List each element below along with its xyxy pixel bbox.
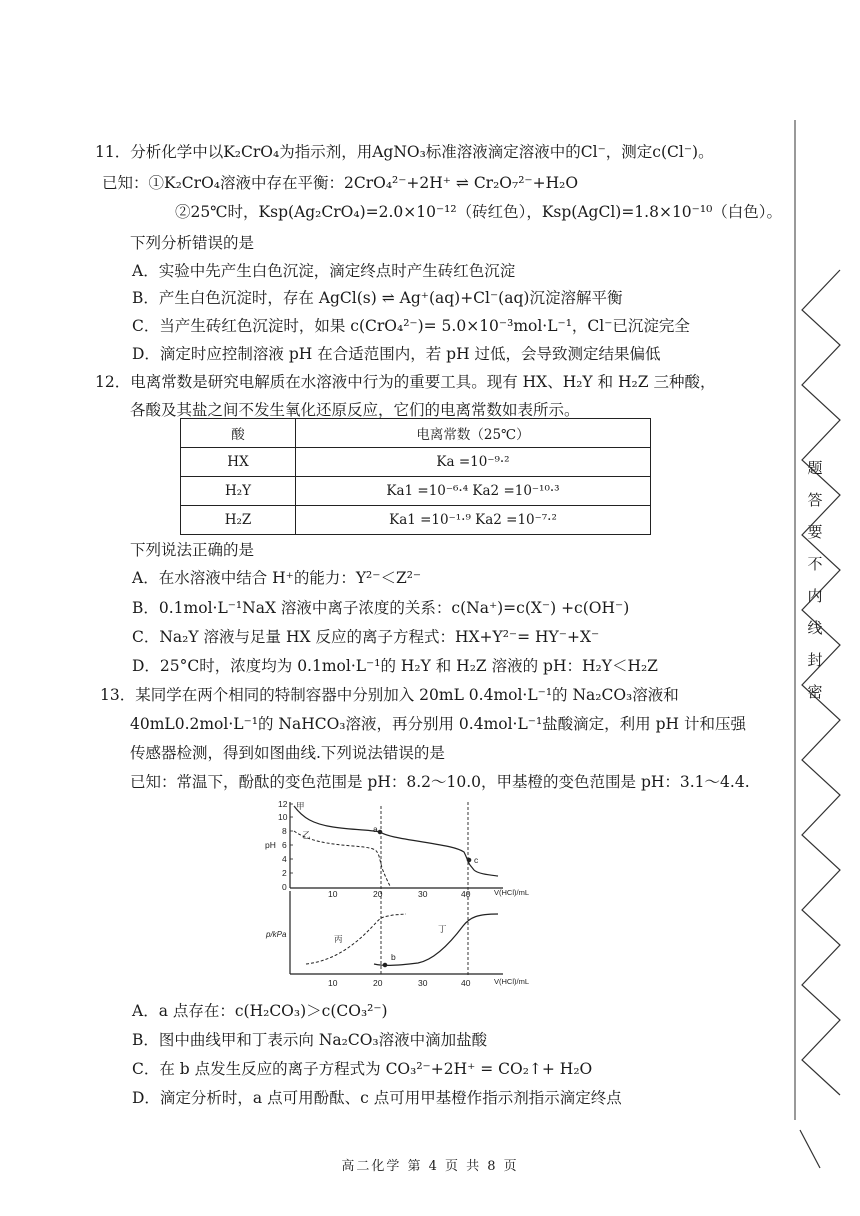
q13-stem-1: 13．某同学在两个相同的特制容器中分别加入 20mL 0.4mol·L⁻¹的 Na₂CO₃溶液和: [100, 686, 679, 704]
q11-known-1: 已知：①K₂CrO₄溶液中存在平衡：2CrO₄²⁻+2H⁺ ⇌ Cr₂O₇²⁻+H₂O: [102, 174, 579, 192]
top-x-axis-label: V(HCl)/mL: [494, 888, 529, 897]
table-row: [181, 506, 651, 535]
seal-line-notice: [803, 452, 827, 708]
top-xtick-label: 20: [373, 889, 383, 899]
q12-stem-1: 12．电离常数是研究电解质在水溶液中行为的重要工具。现有 HX、H₂Y 和 H₂Z 三种酸，: [95, 373, 716, 391]
q12-option-c: C．Na₂Y 溶液与足量 HX 反应的离子方程式：HX+Y²⁻= HY⁻+X⁻: [132, 628, 600, 646]
q12-option-d: D．25°C时，浓度均为 0.1mol·L⁻¹的 H₂Y 和 H₂Z 溶液的 pH：H₂Y＜H₂Z: [132, 657, 658, 675]
top-ytick-label: 0: [282, 882, 287, 892]
q11-stem: 11．分析化学中以K₂CrO₄为指示剂，用AgNO₃标准溶液滴定溶液中的Cl⁻，测定c(Cl⁻)。: [95, 143, 714, 161]
curve-label-bing: 丙: [334, 934, 343, 944]
point-b: [383, 963, 387, 967]
top-xtick-label: 40: [461, 889, 471, 899]
page-footer: 高二化学 第 4 页 共 8 页: [341, 1159, 519, 1174]
top-xtick-label: 10: [328, 889, 338, 899]
top-ytick-label: 10: [278, 812, 288, 822]
seal-char: 不: [807, 555, 823, 573]
titration-graph: [258, 796, 548, 992]
point-label-b: b: [391, 952, 396, 962]
bottom-y-axis-label: p/kPa: [266, 930, 287, 939]
bottom-xtick-label: 30: [418, 978, 428, 988]
q11-known-2: ②25℃时，Ksp(Ag₂CrO₄)=2.0×10⁻¹²（砖红色），Ksp(AgCl)=1.8×10⁻¹⁰（白色）。: [175, 203, 783, 221]
bottom-x-axis-label: V(HCl)/mL: [494, 977, 529, 986]
top-ytick-label: 2: [282, 868, 287, 878]
point-label-c: c: [474, 855, 479, 865]
top-xtick-label: 30: [418, 889, 428, 899]
q11-prompt: 下列分析错误的是: [130, 234, 255, 252]
q13-stem-2: 40mL0.2mol·L⁻¹的 NaHCO₃溶液，再分别用 0.4mol·L⁻¹盐酸滴定，利用 pH 计和压强: [130, 715, 746, 733]
point-label-a: a: [373, 824, 378, 834]
curve-label-yi: 乙: [302, 830, 311, 840]
q11-option-c: C．当产生砖红色沉淀时，如果 c(CrO₄²⁻)= 5.0×10⁻³mol·L⁻¹，Cl⁻已沉淀完全: [132, 317, 690, 335]
ionization-constant-table: [180, 418, 651, 535]
table-row: [181, 448, 651, 477]
top-ytick-label: 6: [282, 840, 287, 850]
point-a: [378, 830, 382, 834]
table-row: [181, 477, 651, 506]
seal-char: 内: [807, 587, 823, 605]
table-cell: HX: [181, 448, 296, 477]
seal-char: 封: [807, 651, 823, 669]
table-header-cell: 酸: [181, 419, 296, 448]
q11-option-d: D．滴定时应控制溶液 pH 在合适范围内，若 pH 过低，会导致测定结果偏低: [132, 345, 661, 363]
bottom-xtick-label: 20: [373, 978, 383, 988]
q13-stem-3: 传感器检测，得到如图曲线.下列说法错误的是: [130, 744, 445, 762]
curve-jia: [294, 806, 498, 876]
table-cell: Ka1 =10⁻¹·⁹ Ka2 =10⁻⁷·²: [296, 506, 651, 535]
q13-option-b: B．图中曲线甲和丁表示向 Na₂CO₃溶液中滴加盐酸: [132, 1031, 488, 1049]
seal-char: 题: [807, 459, 823, 477]
seal-char: 答: [807, 491, 823, 509]
binding-end-mark: [800, 1130, 820, 1168]
q13-option-d: D．滴定分析时，a 点可用酚酞、c 点可用甲基橙作指示剂指示滴定终点: [132, 1089, 622, 1107]
q11-option-a: A．实验中先产生白色沉淀，滴定终点时产生砖红色沉淀: [132, 262, 516, 280]
curve-label-ding: 丁: [438, 924, 447, 934]
table-header-cell: 电离常数（25℃）: [296, 419, 651, 448]
q12-option-b: B．0.1mol·L⁻¹NaX 溶液中离子浓度的关系：c(Na⁺)=c(X⁻) +c(OH⁻): [132, 599, 630, 617]
top-ytick-label: 8: [282, 826, 287, 836]
top-y-axis-label: pH: [265, 840, 276, 850]
top-ytick-label: 4: [282, 854, 287, 864]
q12-prompt: 下列说法正确的是: [130, 541, 255, 559]
q12-option-a: A．在水溶液中结合 H⁺的能力：Y²⁻＜Z²⁻: [132, 569, 422, 587]
seal-char: 密: [807, 683, 823, 701]
table-cell: Ka1 =10⁻⁶·⁴ Ka2 =10⁻¹⁰·³: [296, 477, 651, 506]
table-header-row: [181, 419, 651, 448]
curve-label-jia: 甲: [296, 801, 305, 811]
q12-stem-2: 各酸及其盐之间不发生氧化还原反应，它们的电离常数如表所示。: [130, 401, 580, 419]
bottom-xtick-label: 40: [461, 978, 471, 988]
q13-option-c: C．在 b 点发生反应的离子方程式为 CO₃²⁻+2H⁺ = CO₂↑+ H₂O: [132, 1060, 593, 1078]
table-cell: Ka =10⁻⁹·²: [296, 448, 651, 477]
table-cell: H₂Z: [181, 506, 296, 535]
bottom-xtick-label: 10: [328, 978, 338, 988]
table-cell: H₂Y: [181, 477, 296, 506]
seal-char: 要: [807, 523, 823, 541]
q13-known: 已知：常温下，酚酞的变色范围是 pH：8.2～10.0，甲基橙的变色范围是 pH：3.1～4.4.: [130, 773, 750, 791]
top-ytick-label: 12: [278, 799, 288, 809]
point-c: [467, 858, 471, 862]
q11-option-b: B．产生白色沉淀时，存在 AgCl(s) ⇌ Ag⁺(aq)+Cl⁻(aq)沉淀溶解平衡: [132, 289, 623, 307]
q13-option-a: A．a 点存在：c(H₂CO₃)＞c(CO₃²⁻): [132, 1002, 388, 1020]
seal-char: 线: [807, 619, 823, 637]
